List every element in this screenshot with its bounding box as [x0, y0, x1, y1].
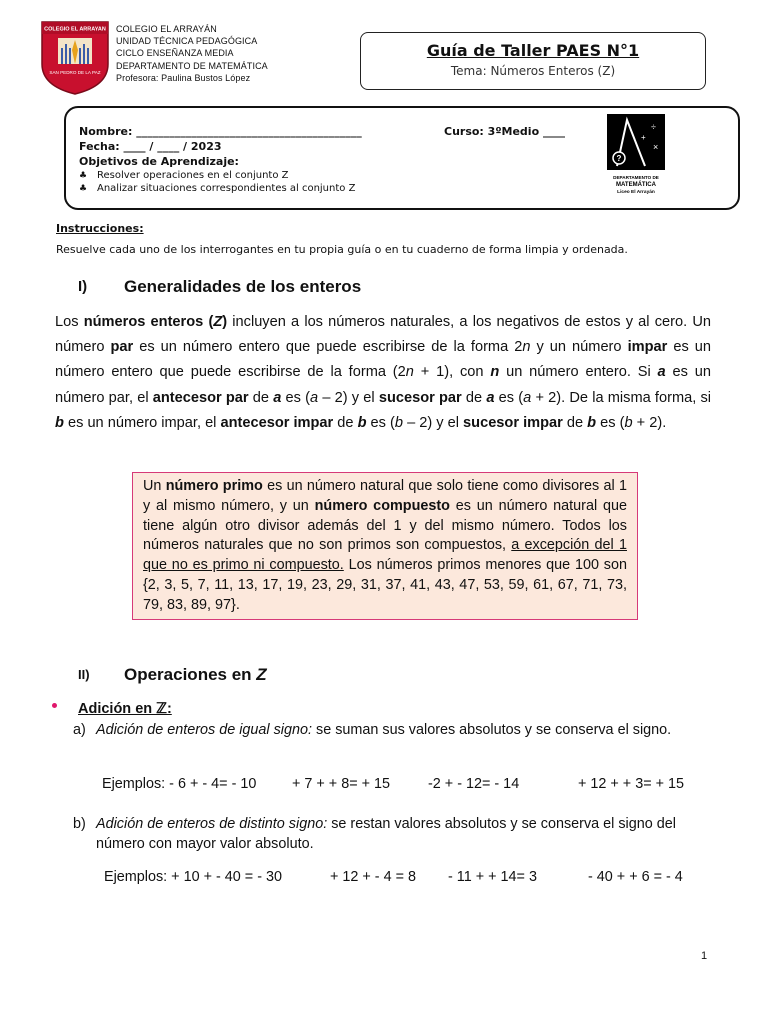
objectives-title: Objetivos de Aprendizaje: [79, 155, 239, 168]
school-shield-logo [40, 20, 110, 96]
club-bullet-icon: ♣ [79, 184, 88, 194]
svg-text:DEPARTAMENTO DE: DEPARTAMENTO DE [613, 175, 659, 180]
svg-text:MATEMÁTICA: MATEMÁTICA [616, 182, 656, 188]
objective-item: ♣ Analizar situaciones correspondientes al conjunto Z [79, 183, 356, 194]
instructions-title: Instrucciones: [56, 222, 144, 235]
example-b-4: - 40 + + 6 = - 4 [588, 869, 683, 885]
school-info [116, 23, 268, 84]
date-field[interactable]: Fecha: ____ / ____ / 2023 [79, 140, 222, 153]
example-b-1: Ejemplos: + 10 + - 40 = - 30 [104, 869, 282, 885]
addition-title: Adición en ℤ: [78, 701, 172, 717]
example-a-2: + 7 + + 8= + 15 [292, 776, 391, 792]
bullet-dot-icon [52, 703, 57, 708]
title-box [360, 32, 706, 90]
math-department-logo [605, 112, 667, 198]
addition-a-label: a) [73, 722, 86, 738]
cycle-name: CICLO ENSEÑANZA MEDIA [116, 48, 234, 59]
guide-title: Guía de Taller PAES N°1 [426, 41, 640, 60]
integers-paragraph: Los números enteros (Z) incluyen a los números naturales, a los negativos de estos y al cero. Un número par es un número entero que puede escribirse de la forma 2n y un número impar es un número entero que puede escribirse de la forma (2n + 1), con n un número entero. Si a es un número par, el antecesor par de a es (a – 2) y el sucesor par de a es (a + 2). De la misma forma, si b es un número impar, el antecesor impar de b es (b – 2) y el sucesor impar de b es (b + 2). [55, 314, 712, 431]
guide-subtitle: Tema: Números Enteros (Z) [450, 64, 616, 78]
teacher-name: Profesora: Paulina Bustos López [116, 72, 251, 83]
svg-text:?: ? [616, 154, 622, 163]
example-b-3: - 11 + + 14= 3 [448, 869, 537, 885]
svg-text:×: × [653, 142, 659, 152]
instructions-text: Resuelve cada uno de los interrogantes en tu propia guía o en tu cuaderno de forma limpia y ordenada. [56, 243, 628, 256]
example-b-2: + 12 + - 4 = 8 [330, 869, 417, 885]
addition-b-label: b) [73, 816, 86, 832]
svg-text:COLEGIO EL ARRAYAN: COLEGIO EL ARRAYAN [44, 26, 106, 33]
svg-text:Liceo El Arrayán: Liceo El Arrayán [617, 190, 655, 195]
addition-b-rule: Adición de enteros de distinto signo: se restan valores absolutos y se conserva el signo del número con mayor valor absoluto. [96, 816, 676, 852]
unit-name: UNIDAD TÉCNICA PEDAGÓGICA [116, 36, 258, 47]
svg-text:SAN PEDRO DE LA PAZ: SAN PEDRO DE LA PAZ [49, 70, 101, 75]
department-name: DEPARTAMENTO DE MATEMÁTICA [116, 60, 268, 71]
page-number: 1 [701, 950, 708, 962]
svg-text:÷: ÷ [651, 122, 656, 132]
club-bullet-icon: ♣ [79, 171, 88, 181]
svg-text:+: + [641, 133, 646, 142]
section-2-title: Operaciones en Z [124, 665, 267, 684]
section-1-title: Generalidades de los enteros [124, 277, 362, 296]
name-field[interactable]: Nombre: _________________________________________ [79, 125, 362, 138]
example-a-3: -2 + - 12= - 14 [428, 776, 520, 792]
objective-item: ♣ Resolver operaciones en el conjunto Z [79, 170, 289, 181]
example-a-1: Ejemplos: - 6 + - 4= - 10 [102, 776, 257, 792]
course-field[interactable]: Curso: 3ºMedio ____ [444, 125, 565, 138]
school-name: COLEGIO EL ARRAYÁN [116, 24, 217, 34]
addition-a-rule: Adición de enteros de igual signo: se suman sus valores absolutos y se conserva el signo. [96, 722, 672, 738]
section-1-number: I) [78, 278, 88, 295]
example-a-4: + 12 + + 3= + 15 [578, 776, 685, 792]
section-2-number: II) [78, 667, 90, 682]
prime-numbers-box: Un número primo es un número natural que solo tiene como divisores al 1 y al mismo número, y un número compuesto es un número natural que tiene algún otro divisor además del 1 y del mismo número. Todos los números naturales que no son primos son compuestos, a excepción del 1 que no es primo ni compuesto. Los números primos menores que 100 son {2, 3, 5, 7, 11, 13, 17, 19, 23, 29, 31, 37, 41, 43, 47, 53, 59, 61, 67, 71, 73, 79, 83, 89, 97}. [132, 472, 638, 620]
